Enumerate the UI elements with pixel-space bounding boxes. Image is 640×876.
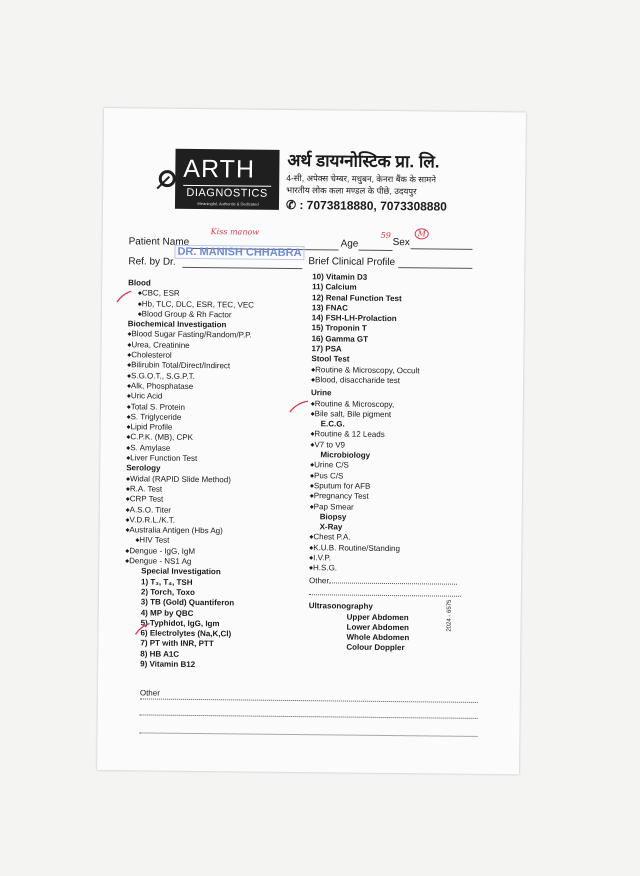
footer-dotted-line-1 (140, 698, 478, 703)
test-item: 1) T₃, T₄, TSH (140, 577, 193, 587)
patient-name-label: Patient Name (128, 236, 190, 248)
test-item: ◆ V.D.R.L./K.T. (126, 515, 252, 527)
other-dotted-line-2 (309, 586, 461, 597)
test-item: ◆ Urine C/S (310, 461, 462, 473)
section-heading-special: Special Investigation (141, 566, 221, 577)
test-item: Whole Abdomen (346, 632, 410, 643)
test-item: ◆ S. Triglyceride (127, 412, 253, 424)
test-item: 9) Vitamin B12 (140, 659, 196, 669)
test-item: ◆ Australia Antigen (Hbs Ag) (126, 525, 252, 537)
test-item: ◆ Pregnancy Test (310, 491, 462, 503)
section-heading-ultrasonography: Ultrasonography (308, 601, 373, 612)
test-item: ◆ Blood Sugar Fasting/Random/P.P. (128, 330, 254, 342)
section-heading-microbiology: Microbiology (320, 450, 371, 460)
test-item: ◆ Bilirubin Total/Direct/Indirect (127, 361, 253, 373)
test-item: ◆ Blood Group & Rh Factor (128, 309, 254, 321)
ref-doctor-stamp: DR. MANISH CHHABRA (174, 245, 304, 260)
handwritten-tick-typhidot (134, 622, 150, 636)
test-item: ◆ CBC, ESR (128, 289, 254, 301)
footer-dotted-line-3 (139, 732, 477, 737)
test-item: ◆ Pap Smear (310, 502, 462, 514)
test-item: ◆ Bile salt, Bile pigment (311, 409, 463, 421)
test-item: ◆ Liver Function Test (126, 453, 252, 465)
test-item: 5) Typhidot, IgG, Igm (140, 618, 220, 629)
clinical-profile-label: Brief Clinical Profile (308, 256, 396, 269)
company-name-hindi: अर्थ डायग्नोस्टिक प्रा. लि. (287, 150, 440, 172)
test-item: ◆ Dengue - NS1 Ag (125, 556, 251, 568)
test-item: 2) Torch, Toxo (140, 587, 195, 597)
section-heading-urine: Urine (310, 388, 332, 398)
test-item: 7) PT with INR, PTT (140, 638, 214, 649)
company-address (286, 172, 471, 198)
section-heading-biopsy: Biopsy (319, 512, 347, 522)
test-item: 4) MP by QBC (140, 607, 194, 618)
test-item: 8) HB A1C (140, 649, 180, 659)
test-item: ◆ Total S. Protein (127, 402, 253, 414)
test-item: 17) PSA (311, 344, 342, 354)
other-label-right: Other (309, 575, 330, 585)
section-heading-serology: Serology (126, 463, 161, 473)
test-item: ◆ CRP Test (126, 494, 252, 506)
test-item: ◆ Pus C/S (310, 471, 462, 483)
handwritten-tick-urine (289, 400, 309, 414)
section-heading-stool: Stool Test (311, 354, 350, 364)
test-item: ◆ S. Amylase (126, 443, 252, 455)
age-handwritten-note: 59 (380, 230, 391, 241)
sex-line (411, 248, 473, 250)
test-item: ◆ I.V.P. (309, 553, 461, 565)
test-item: ◆ Widal (RAPID Slide Method) (126, 474, 252, 486)
test-item: ◆ Hb, TLC, DLC, ESR, TEC, VEC (128, 299, 254, 311)
test-item: ◆ Urea, Creatinine (127, 340, 253, 352)
other-dotted-line (329, 574, 457, 584)
ref-doctor-label: Ref. by Dr. (128, 256, 176, 268)
test-item: Colour Doppler (346, 642, 405, 653)
test-item: ◆ Blood, disaccharide test (311, 375, 463, 387)
test-item: ◆ S.G.O.T., S.G.P.T. (127, 371, 253, 383)
test-item: 16) Gamma GT (311, 333, 369, 344)
test-item: ◆ C.P.K. (MB), CPK (126, 433, 252, 445)
test-item: ◆ Uric Acid (127, 392, 253, 404)
section-heading-blood: Blood (128, 278, 151, 288)
sex-label: Sex (392, 237, 410, 249)
clinical-profile-line (398, 267, 472, 269)
test-item: 15) Troponin T (311, 323, 367, 334)
left-test-column (124, 278, 254, 671)
age-label: Age (340, 238, 359, 250)
logo-tagline: Meaningful, Authentic & Dedicated (197, 200, 259, 207)
requisition-form (97, 108, 526, 774)
handwritten-tick-hb (116, 290, 132, 304)
test-item: ◆ Routine & Microscopy, (311, 399, 463, 411)
form-serial-code: 2024 - 6575 (446, 599, 453, 632)
section-heading-biochemical: Biochemical Investigation (127, 319, 227, 330)
test-item: ◆ Alk, Phosphatase (127, 381, 253, 393)
test-item: ◆ Routine & Microscopy, Occult (311, 365, 463, 377)
logo-diagnostics-text: DIAGNOSTICS (183, 185, 271, 200)
test-item: ◆ A.S.O. Titer (126, 505, 252, 517)
test-item: 14) FSH-LH-Prolaction (311, 313, 397, 324)
age-line (359, 250, 393, 251)
address-line-1: 4-सी, अपेक्स चेम्बर, मधुबन, केनरा बैंक के सामने (286, 172, 437, 185)
test-item: ◆ HIV Test (125, 536, 251, 548)
test-item: 10) Vitamin D3 (312, 272, 368, 282)
section-heading-xray: X-Ray (319, 522, 343, 532)
test-item: 12) Renal Function Test (311, 292, 402, 303)
patient-name-handwritten: Kiss manow (210, 227, 260, 237)
logo-arth-text: ARTH (183, 154, 256, 184)
test-item: ◆ Sputum for AFB (310, 481, 462, 493)
test-item: 6) Electrolytes (Na,K,Cl) (140, 628, 232, 639)
footer-dotted-line-2 (140, 714, 478, 719)
test-item: ◆ V7 to V9 (310, 440, 462, 452)
test-item: ◆ Chest P.A. (309, 533, 461, 545)
phone-numbers: ✆ : 7073818880, 7073308880 (285, 197, 447, 214)
test-item: ◆ H.S.G. (309, 563, 461, 575)
test-item: 3) TB (Gold) Quantiferon (140, 597, 235, 608)
test-item: ◆ Routine & 12 Leads (311, 430, 463, 442)
test-item: 11) Calcium (312, 282, 357, 292)
other-label-footer: Other (139, 688, 160, 698)
test-item: ◆ Dengue - IgG, IgM (125, 546, 251, 558)
test-item: ◆ Lipid Profile (127, 422, 253, 434)
test-item: ◆ K.U.B. Routine/Standing (309, 543, 461, 555)
section-heading-ecg: E.C.G. (320, 419, 345, 429)
ref-doctor-line (182, 267, 302, 269)
test-item: ◆ Cholesterol (127, 350, 253, 362)
test-item: Upper Abdomen (346, 612, 409, 622)
address-line-2: भारतीय लोक कला मण्डल के पीछे, उदयपुर (286, 184, 417, 197)
test-item: 13) FNAC (311, 303, 348, 313)
test-item: Lower Abdomen (346, 622, 409, 633)
sex-handwritten: M (415, 228, 429, 239)
right-test-column (308, 272, 464, 654)
test-item: ◆ R.A. Test (126, 484, 252, 496)
